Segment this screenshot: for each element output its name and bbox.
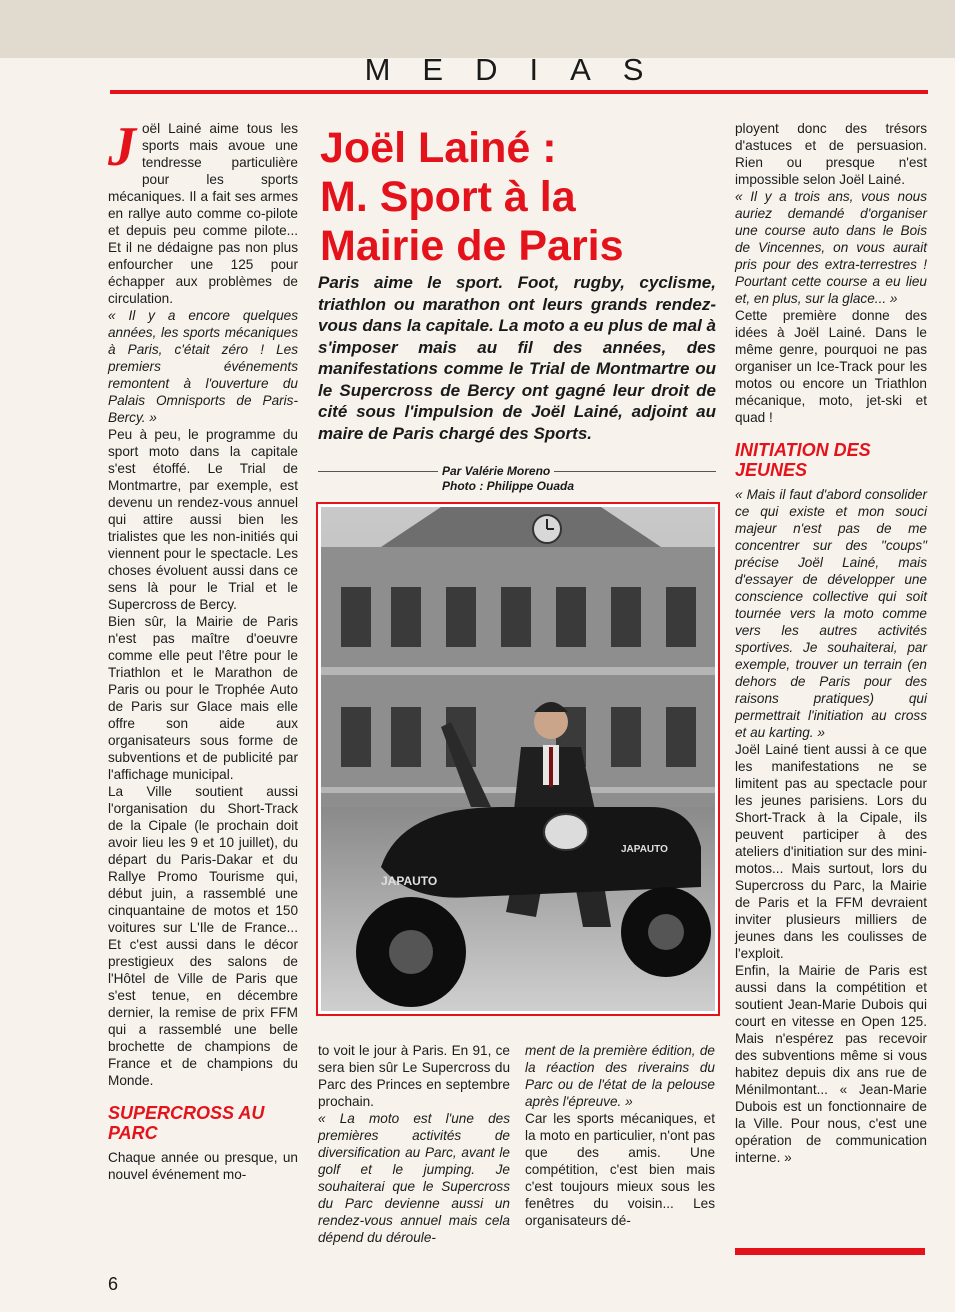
column-3-bottom xyxy=(525,1042,715,1229)
photo-frame xyxy=(316,502,720,1016)
quote-paragraph: ment de la première édition, de la réaction des riverains du Parc ou de l'état de la pelouse après l'épreuve. » xyxy=(525,1043,715,1109)
column-4 xyxy=(735,120,927,1166)
column-1 xyxy=(108,116,298,1183)
page-number: 6 xyxy=(108,1274,119,1294)
body-paragraph: Car les sports mécaniques, et la moto en particulier, n'ont pas que des amis. Une compétition, c'est bien mais c'est toujours mieux sous les fenêtres du voisin... Les organisateurs dé- xyxy=(525,1111,715,1228)
body-paragraph: Enfin, la Mairie de Paris est aussi dans la compétition et soutient Jean-Marie Dubois qui court en vitesse en Open 125. Mais n'espérez pas recevoir des subventions même si vous habitez depuis dix ans rue de Ménilmontant... « Jean-Marie Dubois est un fonctionnaire de la Ville. Pour nous, c'est une opération de communication interne. » xyxy=(735,963,927,1165)
section-rule xyxy=(110,90,928,94)
headline-line-2: M. Sport à la xyxy=(320,173,576,221)
subhead-initiation: INITIATION DES JEUNES xyxy=(735,440,871,480)
author-credit: Par Valérie Moreno xyxy=(438,464,554,478)
body-paragraph: ployent donc des trésors d'astuces et de persuasion. Rien ou presque n'est impossible selon Joël Lainé. xyxy=(735,121,927,187)
photo-credit: Photo : Philippe Ouada xyxy=(442,479,574,493)
body-paragraph: Joël Lainé tient aussi à ce que les manifestations ne se limitent pas au spectacle pour les jeunes parisiens. Lors du Short-Track à la Cipale, ils peuvent participer à des ateliers d'initiation sur des mini-motos... Mais surtout, lors du Supercross du Parc, la Mairie de Paris et la FFM devraient inviter plusieurs milliers de jeunes dans les coulisses de l'exploit. xyxy=(735,742,927,961)
lead-paragraph: Paris aime le sport. Foot, rugby, cyclisme, triathlon ou marathon ont leurs grands rendez-vous dans la capitale. La moto a eu plus de mal à s'imposer mais au fil des années, des manifestations comme le Trial de Montmartre ou le Supercross de Bercy ont gagné leur droit de cité sous l'impulsion de Joël Lainé, adjoint au maire de Paris chargé des Sports. xyxy=(318,273,716,443)
article-end-mark xyxy=(735,1248,925,1255)
photo-hotel-de-ville-scooter xyxy=(321,507,715,1011)
body-paragraph: Bien sûr, la Mairie de Paris n'est pas maître d'oeuvre comme elle peut l'être pour le Triathlon et le Marathon de Paris ou pour le Trophée Auto de Paris sur Glace mais elle offre son aide aux organisateurs sous forme de subventions et de publicité par l'affichage municipal. xyxy=(108,614,298,782)
body-paragraph: Peu à peu, le programme du sport moto dans la capitale s'est étoffé. Le Trial de Montmartre, par exemple, est devenu un rendez-vous annuel qui attire aussi bien les trialistes que les non-initiés qui viennent pour le spectacle. Les choses évoluent aussi dans ce sens là pour le Trial et le Supercross de Bercy. xyxy=(108,427,298,612)
body-paragraph: Cette première donne des idées à Joël Lainé. Dans le même genre, pourquoi ne pas organiser un Ice-Track pour les motos ou encore un Triathlon mécanique, moto, jet-ski et quad ! xyxy=(735,308,927,425)
section-title: MEDIAS xyxy=(364,52,676,87)
headline-line-1: Joël Lainé : xyxy=(320,124,557,172)
intro-paragraph: Joël Lainé aime tous les sports mais avoue une tendresse particulière pour les sports mécaniques. Il a fait ses armes en rallye auto comme co-pilote et depuis peu comme pilote... Et il ne dédaigne pas non plus enfourcher une 125 pour échapper aux problèmes de circulation. xyxy=(108,116,298,306)
headline-line-3: Mairie de Paris xyxy=(320,222,624,270)
scooter-brand-label: JAPAUTO xyxy=(381,874,438,888)
body-paragraph: to voit le jour à Paris. En 91, ce sera bien sûr Le Supercross du Parc des Princes en septembre prochain. xyxy=(318,1043,510,1109)
drop-cap: J xyxy=(108,116,136,178)
body-paragraph: Chaque année ou presque, un nouvel événement mo- xyxy=(108,1150,298,1182)
quote-paragraph: « La moto est l'une des premières activités de diversification au Parc, avant le golf et le jumping. Je souhaiterai que le Supercross du Parc devienne aussi un rendez-vous annuel mais cela dépend du déroule- xyxy=(318,1111,510,1245)
body-paragraph: La Ville soutient aussi l'organisation du Short-Track de la Cipale (le prochain doit avoir lieu les 9 et 10 juillet), du départ du Paris-Dakar et du Rallye Promo Tourisme qui, début juin, a rassemblé une cinquantaine de motos et 150 voitures sur L'Ile de France... Et c'est aussi dans le décor prestigieux des salons de l'Hôtel de Ville de Paris que s'est tenue, en décembre dernier, la remise de prix FFM qui a rassemblé une belle brochette de champions de France et de champions du Monde. xyxy=(108,784,298,1088)
quote-paragraph: « Mais il faut d'abord consolider ce qui existe et mon souci majeur n'est pas de me concentrer sur des "coups" précise Joël Lainé, mais d'essayer de développer une conscience collective qui soit tournée vers la moto comme vers les autres activités sportives. Je souhaiterai, par exemple, trouver un terrain (en dehors de Paris pour des raisons pratiques) qui permettrait l'initiation au cross et au karting. » xyxy=(735,487,927,740)
subhead-supercross: SUPERCROSS AU PARC xyxy=(108,1103,265,1143)
top-margin-strip xyxy=(0,0,955,58)
quote-paragraph: « Il y a encore quelques années, les sports mécaniques à Paris, c'était zéro ! Les premiers événements remontent à l'ouverture du Palais Omnisports de Paris-Bercy. » xyxy=(108,308,298,425)
quote-paragraph: « Il y a trois ans, vous nous auriez demandé d'organiser une course auto dans le Bois de Vincennes, on vous aurait pris pour des extra-terrestres ! Pourtant cette course a eu lieu et, en plus, sur la glace... » xyxy=(735,189,927,306)
headline xyxy=(320,124,720,271)
column-2-bottom xyxy=(318,1042,510,1246)
scooter-brand-label-rear: JAPAUTO xyxy=(621,844,668,855)
